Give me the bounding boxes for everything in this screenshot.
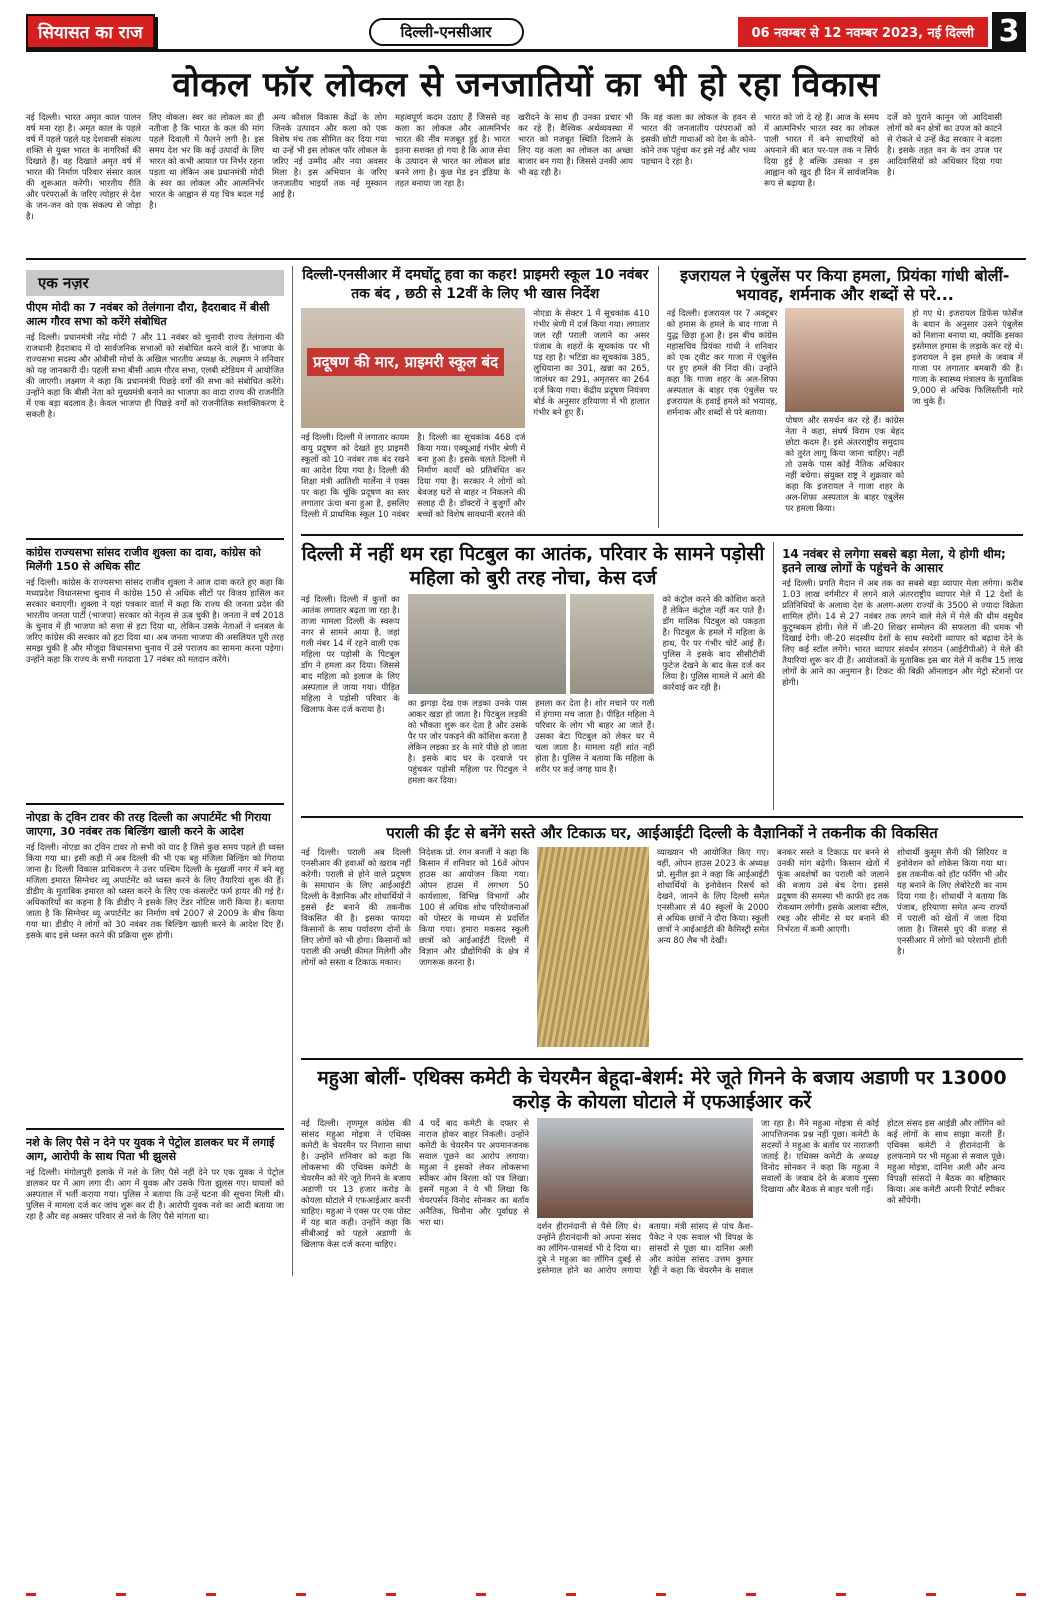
parali-body bbox=[301, 847, 1023, 1047]
fair-story bbox=[782, 542, 1023, 810]
right-area bbox=[301, 266, 1023, 1276]
israel-col-2: पोषण और समर्थन कर रहे हैं। कांग्रेस नेता ने कहा, संघर्ष विराम एक बेहद छोटा कदम है। इसे अंतरराष्ट्रीय समुदाय को तुरंत लागू किया जाना चाहिए। नहीं तो उसके पास कोई नैतिक अधिकार नहीं बचेगा। संयुक्त राष्ट्र ने शुक्रवार को कहा कि इजरायल ने गाजा शहर के अल-शिफा अस्पताल के बाहर एंबुलेंस पर हमला किया। bbox=[785, 415, 905, 513]
section-label-wrap bbox=[155, 18, 738, 46]
column-rule bbox=[292, 266, 293, 1276]
paper-name: सियासत का राज bbox=[26, 14, 155, 49]
pitbull-col-1: नई दिल्ली। दिल्ली में कुत्तों का आतंक लगातार बढ़ता जा रहा है। ताजा मामला दिल्ली के स्वरूप नगर से सामने आया है, जहां गली नंबर 14 में रहने वाली एक महिला पर पड़ोसी के पिटबुल डॉग ने हमला कर दिया। जिससे बाद महिला को इलाज के लिए अस्पताल ले जाया गया। पीड़ित महिला ने पड़ोसी परिवार के खिलाफ केस दर्ज कराया है। bbox=[301, 594, 400, 714]
mahua-photo bbox=[537, 1118, 753, 1218]
parali-col-4: बनकर सस्ते व टिकाऊ घर बनने से उनकी मांग बढ़ेगी। किसान खेतों में फूंक अवशेषों का पराली को जलाने की बजाय उसे बेच देगा। इससे प्रदूषण की समस्या भी काफी हद तक रोकथाम लगेगी। इसके अलावा स्टील, रबड़ और सीमेंट से घर बनाने की निर्भरता में कमी आएगी। bbox=[777, 847, 889, 934]
israel-story bbox=[667, 266, 1023, 528]
lead-col-5: खरीदने के साथ ही उनका प्रचार भी कर रहे हैं। वैश्विक अर्थव्यवस्था में भारत को मजबूत स्थिति दिलाने के लिए यह कला का लोकल का अच्छा बाजार बन गया है। जिससे उनकी आय भी बढ़ रही है। bbox=[518, 112, 633, 177]
pollution-body bbox=[301, 308, 650, 520]
pitbull-col-3: हमला कर देता है। शोर मचाने पर गली में हंगामा मच जाता है। पीड़ित महिला ने परिवार के लोग भी बाहर आ जाते हैं। उसका बेटा पिटबुल को लेकर घर में चला जाता है। मामला यहीं शांत नहीं होता है। पुलिस ने बताया कि महिला के शरीर पर कई जगह घाव हैं। bbox=[535, 698, 655, 774]
row-b bbox=[301, 542, 1023, 810]
mahua-col-1: नई दिल्ली। तृणमूल कांग्रेस की सांसद महुआ मोइत्रा ने एथिक्स कमेटी के चेयरमैन पर निशाना साधा है। उन्होंने शनिवार को कहा कि लोकसभा की एथिक्स कमेटी के चेयरमैन को मेरे जूते गिनने के बजाय अडाणी पर 13 हजार करोड़ के कोयला घोटाले में एफआईआर करनी चाहिए। महुआ ने एक्स पर एक पोस्ट में यह बात कही। उन्होंने कहा कि सीबीआई को पहले अडाणी के खिलाफ केस दर्ज करना चाहिए। bbox=[301, 1118, 411, 1249]
priyanka-photo bbox=[785, 308, 904, 412]
divider bbox=[26, 803, 284, 805]
divider bbox=[301, 816, 1023, 818]
mahua-col-5: जा रहा है। मैंने महुआ मोइत्रा से कोई आपत्तिजनक प्रश्न नहीं पूछा। कमेटी के सदस्यों ने महुआ के बर्ताव पर नाराजगी जताई है। एथिक्स कमेटी के अध्यक्ष विनोद सोनकर ने कहा कि महुआ ने सवालों के जवाब देने के बजाय गुस्सा दिखाया और बैठक से बाहर चली गईं। bbox=[761, 1118, 879, 1194]
issue-date: 06 नवम्बर से 12 नवम्बर 2023, नई दिल्ली bbox=[738, 17, 989, 47]
lead-col-2: लिए वोकल। स्वर का लोकल का ही नतीजा है कि भारत के कल की मांग पहले दिवाली में फैलने लगी है। इस समय देश भर कि कई उत्पादों के लिए भारत को कभी आयात पर निर्भर रहना पड़ता था लेकिन अब प्रधानमंत्री मोदी के स्वर का लोकल और आत्मनिर्भर भारत के आह्वान से यह चित्र बदल गई है। bbox=[149, 112, 264, 210]
pitbull-story bbox=[301, 542, 765, 810]
ek-nazar-column bbox=[26, 266, 284, 1276]
israel-mid bbox=[785, 308, 904, 518]
pitbull-col-2: का झगड़ा देख एक लड़का उनके पास आकर खड़ा हो जाता है। पिटबुल लड़की को भौंकता शुरू कर देता है और उसके पैर पर जोर पकड़ने की कोशिश करता है लेकिन लड़का डर के मारे पीछे हो जाता है। इसके बाद घर के दरवाजे पर पहुंचकर पड़ोसी महिला पर पिटबुल ने हमला कर दिया। bbox=[407, 698, 528, 785]
ek-nazar-label: एक नज़र bbox=[26, 270, 284, 296]
pitbull-mid bbox=[408, 594, 655, 802]
pollution-photo bbox=[301, 308, 525, 428]
pitbull-headline: दिल्ली में नहीं थम रहा पिटबुल का आतंक, परिवार के सामने पड़ोसी महिला को बुरी तरह नोचा, केस दर्ज bbox=[301, 543, 765, 589]
brief-2-headline: कांग्रेस राज्यसभा सांसद राजीव शुक्ला का दावा, कांग्रेस को मिलेंगी 150 से अधिक सीट bbox=[26, 546, 261, 573]
brief-1-headline: पीएम मोदी का 7 नवंबर को तेलंगाना दौरा, हैदराबाद में बीसी आत्म गौरव सभा को करेंगे संबोधित bbox=[26, 301, 270, 328]
israel-body bbox=[667, 308, 1023, 518]
cctv-photo-1 bbox=[408, 594, 566, 694]
mahua-story bbox=[301, 1066, 1023, 1276]
mahua-mid-text bbox=[537, 1221, 753, 1276]
section-label: दिल्ली-एनसीआर bbox=[369, 18, 524, 46]
pollution-text-row bbox=[301, 432, 525, 520]
divider bbox=[26, 1128, 284, 1130]
masthead bbox=[26, 14, 1026, 52]
brief-4-body: नई दिल्ली। मंगोलपुरी इलाके में नशे के लिए पैसे नहीं देने पर एक युवक ने पेट्रोल डालकर घर में आग लगा दी। आग में युवक और उसके पिता झुलस गए। घायलों को अस्पताल में भर्ती कराया गया। पुलिस ने बताया कि उन्हें घटना की सूचना मिली थी। पुलिस ने मामला दर्ज कर जांच शुरू कर दी है। आरोपी युवक नशे का आदी बताया जा रहा है और वह अक्सर परिवार से नशे के लिए पैसे मांगता था। bbox=[26, 1167, 284, 1221]
divider bbox=[301, 534, 1023, 536]
mahua-col-4: बताया। मंत्री सांसद से पांच कैश-पैकेट ने एक सवाल भी विपक्ष के सांसदों से पूछा था। दानिश अली और कांग्रेस सांसद उत्तम कुमार रेड्डी ने कहा कि चेयरमैन के सवाल bbox=[649, 1221, 753, 1275]
mahua-col-2: 4 पर्दे बाद कमेटी के दफ्तर से नाराज होकर बाहर निकली। उन्होंने कमेटी के चेयरमैन पर अपमानजनक सवाल पूछने का आरोप लगाया। महुआ ने इसको लेकर लोकसभा स्पीकर ओम बिरला को पत्र लिखा। इसमें महुआ ने ये भी लिखा कि चेयरपर्सन विनोद सोनकर का बर्ताव अनैतिक, घिनौना और पूर्वाग्रह से भरा था। bbox=[419, 1118, 529, 1227]
brief-1-body: नई दिल्ली। प्रधानमंत्री नरेंद्र मोदी 7 और 11 नवंबर को चुनावी राज्य तेलंगाना की राजधानी हैदराबाद में दो सार्वजनिक सभाओं को संबोधित करने वाले हैं। भाजपा के राज्यसभा सदस्य और ओबीसी मोर्चा के अखिल भारतीय अध्यक्ष के. लक्ष्मण ने शनिवार को यह जानकारी दी। पहली सभा बीसी आत्म गौरव सभा, एलबी स्टेडियम में आयोजित की जाएगी। लक्ष्मण ने कहा कि प्रधानमंत्री पिछड़े वर्गों की सभा को संबोधित करेंगे। उन्होंने कहा कि बीसी नेता को मुख्यमंत्री बनाने का भाजपा का वादा राज्य की राजनीति में एक बड़ा बदलाव है। केवल भाजपा ही पिछड़े वर्गों को राजनीतिक सशक्तिकरण दे सकती है। bbox=[26, 332, 284, 419]
cctv-photo-2 bbox=[570, 594, 655, 694]
pollution-col-3: नोएडा के सेक्टर 1 में सूचकांक 410 गंभीर श्रेणी में दर्ज किया गया। लगातार जल रही पराली जलाने का असर पंजाब के शहरों के सूचकांक पर भी पड़ रहा है। भटिंडा का सूचकांक 385, लुधियाना का 301, खन्ना का 265, जालंधर का 291, अमृतसर का 264 दर्ज किया गया। केंद्रीय प्रदूषण नियंत्रण बोर्ड के अनुसार हरियाणा में भी हालात गंभीर बने हुए हैं। bbox=[533, 308, 650, 417]
lead-headline: वोकल फॉर लोकल से जनजातियों का भी हो रहा विकास bbox=[172, 65, 880, 105]
mahua-headline: महुआ बोलीं- एथिक्स कमेटी के चेयरमैन बेहूदा-बेशर्म: मेरे जूते गिनने के बजाय अडाणी पर 13000 करोड़ के कोयला घोटाले में एफआईआर करें bbox=[317, 1067, 1007, 1113]
brief-3-headline: नोएडा के ट्विन टावर की तरह दिल्ली का अपार्टमेंट भी गिराया जाएगा, 30 नवंबर तक बिल्डिंग खाली करने के आदेश bbox=[26, 811, 271, 838]
parali-col-3: व्याख्यान भी आयोजित किए गए। वहीं, ओपन हाउस 2023 के अध्यक्ष प्रो. सुनील झा ने कहा कि आईआईटी शोधार्थियों के इनोवेशन रिसर्च को देखने, जानने के लिए दिल्ली समेत एनसीआर से 40 स्कूलों के 2000 से अधिक छात्रों ने दौरा किया। स्कूली छात्रों ने आईआईटी की कैमिस्ट्री समेत अन्य 80 लैब भी देखीं। bbox=[657, 847, 769, 945]
brief-2-body: नई दिल्ली। कांग्रेस के राज्यसभा सांसद राजीव शुक्ला ने आज दावा करते हुए कहा कि मध्यप्रदेश विधानसभा चुनाव में कांग्रेस 150 से अधिक सीटों पर विजय हासिल कर सरकार बनाएगी। शुक्ला ने यहां पत्रकार वार्ता में कहा कि राज्य की जनता प्रदेश की भारतीय जनता पार्टी (भाजपा) सरकार को नेतृत्व से ऊब चुकी है। जनता ने वर्ष 2018 के चुनाव में ही भाजपा को सत्ता से हटा दिया था, लेकिन उसके नेताओं ने धनबल के जरिए कांग्रेस की सरकार को हटा दिया था। अब जनता भाजपा की असलियत पूरी तरह समझ चुकी है और मौजूदा विधानसभा चुनाव में उसे पराजय का सामना करना पड़ेगा। उन्होंने कहा कि राज्य के सभी मतदाता 17 नवंबर को मतदान करेंगे। bbox=[26, 577, 284, 664]
column-rule bbox=[658, 266, 659, 528]
lead-col-1: नई दिल्ली। भारत अमृत काल पालन वर्ष मना रहा है। अमृत काल के पहले वर्ष में पहले पहले यह देशवासी संकल्प शक्ति से युक्त भारत के नागरिकों की दिखाते हैं। वह दिखाते अमृत वर्ष में भारत की निर्माण परिवार संसार काल की शुरूआत करेंगी। भारतीय रीति और परंपराओं के जरिए त्योहार से देश के जन-जन को एक संकल्प से जोड़ा है। bbox=[26, 112, 141, 221]
mahua-body bbox=[301, 1118, 1023, 1276]
mahua-col-6: होटल संसद इस आईडी और लॉगिन को कई लोगों के साथ साझा करती हैं। एथिक्स कमेटी ने हीरानंदानी के हलफनामे पर भी महुआ से सवाल पूछे। महुआ मोइत्रा, दानिश अली और अन्य विपक्षी सांसदों ने बैठक का बहिष्कार किया। अब कमेटी अपनी रिपोर्ट स्पीकर को सौंपेगी। bbox=[887, 1118, 1005, 1205]
divider bbox=[301, 1058, 1023, 1060]
lead-body bbox=[26, 112, 1026, 252]
pitbull-body bbox=[301, 594, 765, 802]
parali-story bbox=[301, 824, 1023, 1052]
cctv-photos bbox=[408, 594, 655, 694]
parali-headline: पराली की ईंट से बनेंगे सस्ते और टिकाऊ घर, आईआईटी दिल्ली के वैज्ञानिकों ने तकनीक की विकसित bbox=[386, 824, 938, 842]
israel-col-3: हो गए थे। इजरायल डिफेंस फोर्सेज के बयान के अनुसार उसने एंबुलेंस को निशाना बनाया था, क्योंकि इसका इस्तेमाल हमास के लड़ाके कर रहे थे। इजरायल ने इस हमले के जवाब में गाजा पर लगातार बमबारी की है। गाजा के स्वास्थ्य मंत्रालय के मुताबिक 9,000 से अधिक फिलिस्तीनी मारे जा चुके हैं। bbox=[912, 308, 1023, 406]
footer-registration-marks bbox=[26, 1593, 1026, 1596]
mahua-col-3: दर्शन हीरानंदानी से पैसे लिए थे। उन्होंने हीरानंदानी को अपना संसद का लॉगिन-पासवर्ड भी दे दिया था। दुबे ने महुआ का लॉगिन दुबई से इस्तेमाल होने का आरोप लगाया bbox=[537, 1221, 641, 1275]
lead-col-4: महत्वपूर्ण कदम उठाए हैं जिससे वह कला का लोकल और आत्मनिर्भर भारत की नींव मजबूत हुई है। भारत इतना सशक्त हो गया है कि आज सेवा के उत्पादन से भारत का लोकल ब्रांड बनने लगा है। कुछ मेड इन इंडिया के तहत बनाया जा रहा है। bbox=[395, 112, 510, 188]
parali-col-1: नई दिल्ली। पराली अब दिल्ली एनसीआर की हवाओं को खराब नहीं करेगी। पराली से होने वाले प्रदूषण के समाधान के लिए आईआईटी दिल्ली के वैज्ञानिक और शोधार्थियों ने इससे ईंट बनाने की तकनीक विकसित की है। इसका फायदा किसानों के साथ पर्यावरण दोनों के लिए लोगों को भी होगा। किसानों को पराली की अच्छी कीमत मिलेगी और लोगों को सस्ता व टिकाऊ मकान। bbox=[301, 847, 411, 967]
pollution-photo-label: प्रदूषण की मार, प्राइमरी स्कूल बंद bbox=[307, 348, 504, 376]
fair-body: नई दिल्ली। प्रगति मैदान में अब तक का सबसे बड़ा व्यापार मेला लगेगा। करीब 1.03 लाख वर्गमीटर में लगने वाले अंतरराष्ट्रीय व्यापार मेले में 12 देशों के प्रतिनिधियों के अलावा देश के अलग-अलग राज्यों के 3500 से ज्यादा विक्रेता शामिल होंगे। 14 से 27 नवंबर तक लगने वाले मेले में मेले की थीम वसुधैव कुटुम्बकम होगी। मेले में जी-20 शिखर सम्मेलन की सफलता की धमक भी दिखाई देगी। जी-20 सदस्यीय देशों के साथ स्वदेशी व्यापार को बढ़ावा देने के लिए कई स्टॉल लगेंगे। भारत व्यापार संवर्धन संगठन (आईटीपीओ) ने मेले की तैयारियां शुरू कर दी हैं। आयोजकों के मुताबिक इस बार मेले में करीब 15 लाख लोगों के आने का अनुमान है। टिकट की बिक्री ऑनलाइन और मेट्रो स्टेशनों पर होगी। bbox=[782, 578, 1023, 687]
lead-col-3: अन्य कौशल विकास केंद्रों के लोग जिनके उत्पादन और कला को एक विशेष मंच तक सीमित कर दिया गया था उन्हें भी इस लोकल फॉर लोकल के जरिए नई उम्मीद और नया अवसर मिला है। इस अभियान के जरिए जनजातीय भाइयों तक नई मुस्कान आई है। bbox=[272, 112, 387, 199]
column-rule bbox=[773, 542, 774, 810]
parali-col-5: शोधार्थी कुसुम सैनी की सिरियर व इनोवेशन को शोकेस किया गया था। इस तकनीक को हॉट फर्मिंग भी और यह बनाने के लिए लेबोरेटरी का नाम दिया गया है। शोधार्थी ने बताया कि पंजाब, हरियाणा समेत अन्य राज्यों में पराली को खेतों में जला दिया जाता है। जिससे धुएं की वजह से एनसीआर में लोगों को परेशानी होती है। bbox=[897, 847, 1007, 956]
fair-headline: 14 नवंबर से लगेगा सबसे बड़ा मेला, ये होगी थीम; इतने लाख लोगों के पहुंचने के आसार bbox=[782, 547, 1006, 575]
israel-headline: इजरायल ने एंबुलेंस पर किया हमला, प्रियंका गांधी बोलीं- भयावह, शर्मनाक और शब्दों से परे... bbox=[680, 266, 1010, 304]
brief-3-body: नई दिल्ली। नोएडा का ट्विन टावर तो सभी को याद है जिसे कुछ समय पहले ही ध्वस्त किया गया था। इसी कड़ी में अब दिल्ली की भी एक बहु मंजिला बिल्डिंग को गिराया जाना है। दिल्ली विकास प्राधिकरण ने उत्तर पश्चिम दिल्ली के मुखर्जी नगर में बने बहु मंजिला इमारत सिग्नेचर व्यू अपार्टमेंट को ध्वस्त करने के लिए तैयारियां शुरू की हैं। डीडीए के मुताबिक इमारत को ध्वस्त करने के लिए एक कंसल्टेंट फर्म हायर की गई है। अधिकारियों का कहना है कि डीडीए ने इसके लिए टेंडर नोटिस जारी किया है। बताया जाता है कि सिग्नेचर व्यू अपार्टमेंट का निर्माण वर्ष 2007 से 2009 के बीच किया गया था। डीडीए ने लोगों को 30 नवंबर तक बिल्डिंग खाली करने के आदेश दिए हैं। इसके बाद इसे ध्वस्त करने की प्रक्रिया शुरू होगी। bbox=[26, 842, 284, 940]
row-a bbox=[301, 266, 1023, 528]
pollution-story bbox=[301, 266, 650, 528]
content-grid bbox=[26, 266, 1026, 1276]
parali-photo bbox=[537, 847, 649, 1047]
divider bbox=[26, 258, 1026, 260]
pitbull-mid-text bbox=[408, 698, 655, 802]
pollution-headline: दिल्ली-एनसीआर में दमघोंटू हवा का कहर! प्राइमरी स्कूल 10 नवंबर तक बंद , छठी से 12वीं के लिए भी खास निर्देश bbox=[302, 267, 649, 302]
brief-4-headline: नशे के लिए पैसे न देने पर युवक ने पेट्रोल डालकर घर में लगाई आग, आरोपी के साथ पिता भी झुलसे bbox=[26, 1136, 275, 1163]
page-number: 3 bbox=[992, 12, 1026, 52]
pitbull-col-4: को कंट्रोल करने की कोशिश करते हैं लेकिन कंट्रोल नहीं कर पाते हैं। डॉग मालिक पिटबुल को पकड़ता है। पिटबुल के हमले में महिला के हाथ, पैर पर गंभीर चोटें आई हैं। पुलिस ने इसके बाद सीसीटीवी फुटेज देखने के बाद केस दर्ज कर लिया है। पुलिस मामले में आगे की कार्रवाई कर रही है। bbox=[662, 594, 766, 692]
lead-col-8: दर्जे को पुराने कानून जो आदिवासी लोगों को बन क्षेत्रों का उपज को काटने से रोकते थे उन्हें केंद्र सरकार ने बदला है। इसके तहत वन के वन उपज पर आदिवासियों को अधिकार दिया गया है। bbox=[887, 112, 1002, 177]
pollution-col-2: है। दिल्ली का सूचकांक 468 दर्ज किया गया। एक्यूआई गंभीर श्रेणी में बना हुआ है। इसके चलते दिल्ली में निर्माण कार्यों को प्रतिबंधित कर दिया गया है। सरकार ने लोगों को बेवजह घरों से बाहर न निकलने की सलाह दी है। डॉक्टरों ने बुजुर्गों और बच्चों को विशेष सावधानी बरतने की bbox=[417, 432, 526, 519]
pollution-col-1: नई दिल्ली। दिल्ली में लगातार कायम वायु प्रदूषण को देखते हुए प्राइमरी स्कूलों को 10 नवंबर तक बंद रखने का आदेश दिया गया है। दिल्ली की शिक्षा मंत्री आतिशी मार्लेना ने एक्स पर कहा कि चूंकि प्रदूषण का स्तर लगातार ऊंचा बना हुआ है, इसलिए दिल्ली में प्राथमिक स्कूल 10 नवंबर bbox=[301, 432, 410, 519]
pollution-left bbox=[301, 308, 525, 520]
divider bbox=[26, 538, 284, 540]
mahua-mid bbox=[537, 1118, 753, 1276]
lead-col-6: कि वह कला का लोकल के हवन से भारत की जनजातीय परंपराओं को इसकी छोटी गाथाओं को देश के कोने-कोने तक पहुंचा कर इसे नई और भव्य पहचान दे रहा है। bbox=[641, 112, 756, 166]
israel-col-1: नई दिल्ली। इजरायल पर 7 अक्टूबर को हमास के हमले के बाद गाजा में युद्ध छिड़ा हुआ है। इस बीच कांग्रेस महासचिव प्रियंका गांधी ने शनिवार को एक ट्वीट कर गाजा में एंबुलेंस पर हुए हमले की निंदा की। उन्होंने कहा कि गाजा शहर के अल-शिफा अस्पताल के बाहर एक एंबुलेंस पर इजरायल के हवाई हमले को भयावह, शर्मनाक और शब्दों से परे बताया। bbox=[666, 308, 778, 417]
lead-col-7: भारत को जो दे रहे हैं। आज के समय में आत्मनिर्भर भारत स्वर का लोकल पाली भारत में बने साधारियों को अपनाने की बात पर-पल तक न सिर्फ दिया हुई है बल्कि उसका न इस आह्वान को खुद ही दिन में सार्वजनिक रूप से बढ़ाया है। bbox=[764, 112, 879, 188]
parali-col-2: निदेशक प्रो. रंगन बनर्जी ने कहा कि किसान में शनिवार को 16वें ओपन हाउस का आयोजन किया गया। ओपन हाउस में लगभग 50 कार्यशाला, विभिन्न विभागों और 100 से अधिक शोध परियोजनाओं को पोस्टर के माध्यम से प्रदर्शित किया गया। हमारा मकसद स्कूली छात्रों को आईआईटी दिल्ली में विज्ञान और प्रौद्योगिकी के क्षेत्र में जागरूक करना है। bbox=[419, 847, 529, 967]
